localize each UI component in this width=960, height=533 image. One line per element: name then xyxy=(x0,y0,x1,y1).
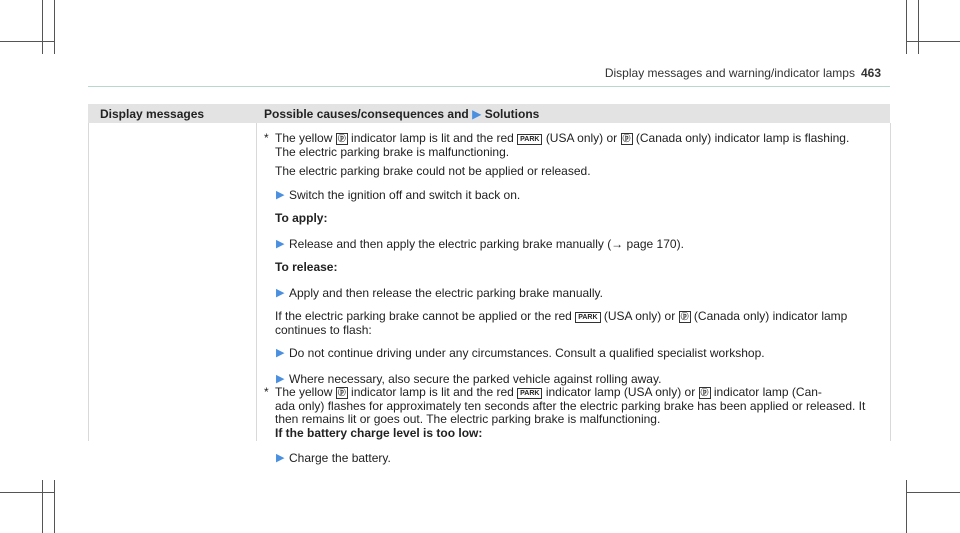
solution-arrow-icon: ▶ xyxy=(472,107,482,121)
crop-mark xyxy=(54,0,55,54)
solution-arrow-icon: ▶ xyxy=(276,188,285,201)
crop-mark xyxy=(54,480,55,533)
page-number: 463 xyxy=(860,66,881,80)
condition-paragraph-line-2: continues to flash: xyxy=(275,322,372,337)
solution-step: ▶ Release and then apply the electric parking brake manually (→ page 170). xyxy=(276,236,684,251)
crop-mark xyxy=(42,480,43,533)
crop-mark xyxy=(906,492,960,493)
epb-indicator-icon: ⓟ xyxy=(700,388,709,397)
heading-to-apply: To apply: xyxy=(275,211,328,225)
cause-2-line-3: then remains lit or goes out. The electric parking brake is malfunctioning. xyxy=(275,412,661,426)
crop-mark xyxy=(906,41,960,42)
table-column-divider xyxy=(256,123,257,441)
crop-mark xyxy=(906,480,907,533)
solution-step: ▶ Switch the ignition off and switch it back on. xyxy=(276,187,521,202)
epb-indicator-icon: ⓟ xyxy=(680,312,689,321)
crop-mark xyxy=(0,492,54,493)
solution-step: ▶ Where necessary, also secure the parked vehicle against rolling away. xyxy=(276,371,662,386)
table-content xyxy=(264,132,884,466)
solution-arrow-icon: ▶ xyxy=(276,347,285,359)
page-header xyxy=(605,66,881,80)
condition-paragraph: If the electric parking brake cannot be applied or the red PARK (USA only) or ⓟ (Canada only) indicator lamp xyxy=(275,309,848,323)
cause-2-line-2: ada only) flashes for approximately ten seconds after the electric parking brake has been applied or released. It xyxy=(275,398,866,413)
col-display-messages: Display messages xyxy=(100,107,205,121)
cause-1-line-3: The electric parking brake could not be applied or released. xyxy=(275,164,591,178)
park-indicator-icon: PARK xyxy=(575,312,600,323)
cause-1-line-2: The electric parking brake is malfunctioning. xyxy=(275,144,510,159)
heading-battery-low: If the battery charge level is too low: xyxy=(275,425,483,440)
cause-2: * The yellow ⓟ indicator lamp is lit and the red PARK indicator lamp (USA only) or ⓟ indicator lamp (Can- xyxy=(264,385,822,399)
epb-indicator-icon: ⓟ xyxy=(622,134,631,143)
table-border-left xyxy=(88,123,89,441)
solution-arrow-icon: ▶ xyxy=(276,286,285,299)
col-causes-solutions xyxy=(264,107,539,121)
crop-mark xyxy=(0,41,54,42)
col-causes-label: Possible causes/consequences and xyxy=(264,107,469,121)
cause-1: * The yellow ⓟ indicator lamp is lit and the red PARK (USA only) or ⓟ (Canada only) indicator lamp is flashing. xyxy=(264,131,850,145)
crop-mark xyxy=(42,0,43,54)
epb-indicator-icon: ⓟ xyxy=(337,134,346,143)
epb-indicator-icon: ⓟ xyxy=(337,388,346,397)
col-solutions-label: Solutions xyxy=(484,107,540,121)
crop-mark xyxy=(906,0,907,54)
solution-step: ▶ Charge the battery. xyxy=(276,451,391,465)
table-border-right xyxy=(890,123,891,441)
table-header xyxy=(88,104,890,123)
park-indicator-icon: PARK xyxy=(517,134,542,145)
solution-arrow-icon: ▶ xyxy=(276,452,285,464)
solution-arrow-icon: ▶ xyxy=(276,372,285,385)
heading-to-release: To release: xyxy=(275,260,338,274)
page-header-title: Display messages and warning/indicator lamps xyxy=(604,66,855,80)
park-indicator-icon: PARK xyxy=(517,388,542,399)
crop-mark xyxy=(918,0,919,54)
header-rule xyxy=(88,86,890,87)
solution-step: ▶ Apply and then release the electric parking brake manually. xyxy=(276,285,603,300)
solution-step: ▶ Do not continue driving under any circumstances. Consult a qualified specialist workshop. xyxy=(276,346,765,360)
solution-arrow-icon: ▶ xyxy=(276,237,285,250)
